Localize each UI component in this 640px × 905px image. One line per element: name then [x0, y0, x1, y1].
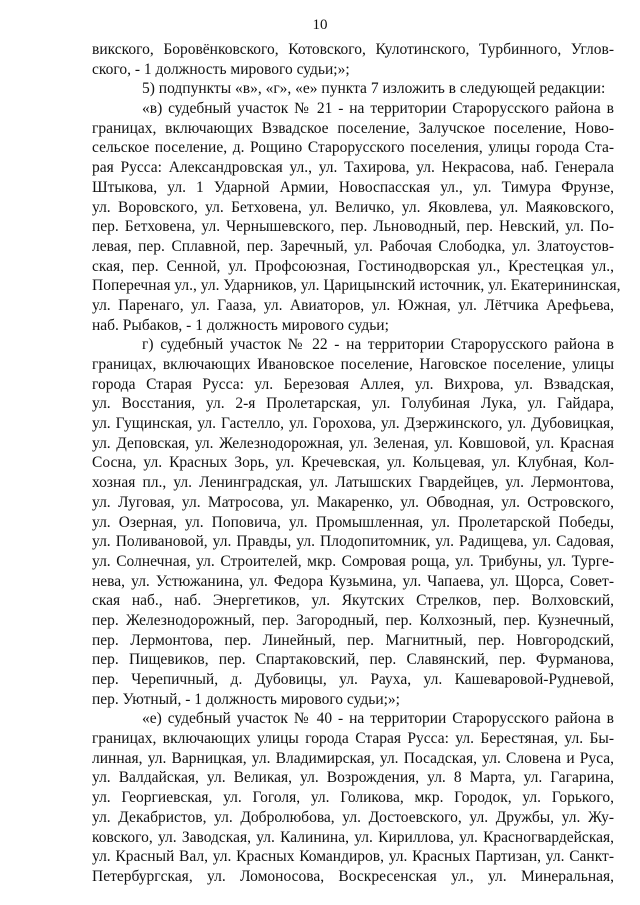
- text-line: пер. Бетховена, ул. Чернышевского, пер. Льноводный, пер. Невский, ул. По-: [92, 218, 614, 236]
- text-line: границах, включающих улицы города Старая Русса: ул. Берестяная, ул. Бы-: [92, 730, 614, 748]
- text-line: ул. Воровского, ул. Бетховена, ул. Величко, ул. Яковлева, ул. Маяковского,: [92, 198, 614, 216]
- paragraph-p0: [92, 40, 614, 79]
- text-line: левая, пер. Сплавной, пер. Заречный, ул. Рабочая Слободка, ул. Златоустов-: [92, 237, 614, 255]
- paragraph-p3: [92, 335, 614, 709]
- text-line: ская наб., наб. Энергетиков, ул. Якутских Стрелков, пер. Волховский,: [92, 592, 614, 610]
- text-line: ковского, ул. Заводская, ул. Калинина, ул. Кириллова, ул. Красногвардейская,: [92, 828, 614, 846]
- page-number: 10: [312, 17, 328, 33]
- text-line: ул. Паренаго, ул. Гааза, ул. Авиаторов, ул. Южная, ул. Лётчика Арефьева,: [92, 296, 614, 314]
- text-line: ул. Поливановой, ул. Правды, ул. Плодопитомник, ул. Радищева, ул. Садовая,: [92, 533, 614, 551]
- text-line: ул. Гущинская, ул. Гастелло, ул. Горохова, ул. Дзержинского, ул. Дубовицкая,: [92, 415, 614, 433]
- text-line: викского, Боровёнковского, Котовского, Кулотинского, Турбинного, Углов-: [92, 41, 614, 58]
- text-line: пер. Пищевиков, пер. Спартаковский, пер. Славянский, пер. Фурманова,: [92, 651, 614, 669]
- text-line: сельское поселение, д. Рощино Старорусского поселения, улицы города Ста-: [92, 139, 614, 157]
- text-line: ул. Деповская, ул. Железнодорожная, ул. Зеленая, ул. Ковшовой, ул. Красная: [92, 434, 614, 452]
- paragraph-p1: [92, 79, 614, 99]
- text-line: ул. Георгиевская, ул. Гоголя, ул. Голикова, мкр. Городок, ул. Горького,: [92, 789, 614, 807]
- text-line: ул. Красный Вал, ул. Красных Командиров, ул. Красных Партизан, ул. Санкт-: [92, 848, 614, 866]
- text-line: пер. Уютный, - 1 должность мирового судьи;»;: [92, 690, 400, 708]
- paragraph-p4: [92, 709, 614, 886]
- text-line: «в) судебный участок № 21 - на территории Старорусского района в: [142, 100, 614, 118]
- text-line: Сосна, ул. Красных Зорь, ул. Кречевская, ул. Кольцевая, ул. Клубная, Кол-: [92, 454, 614, 472]
- text-line: ул. Восстания, ул. 2-я Пролетарская, ул. Голубиная Лука, ул. Гайдара,: [92, 395, 614, 413]
- text-line: наб. Рыбаков, - 1 должность мирового судьи;: [92, 316, 389, 334]
- text-line: пер. Лермонтова, пер. Линейный, пер. Магнитный, пер. Новгородский,: [92, 631, 614, 649]
- paragraph-p2: [92, 99, 621, 335]
- text-line: ул. Луговая, ул. Матросова, ул. Макаренко, ул. Обводная, ул. Островского,: [92, 493, 614, 511]
- text-line: пер. Черепичный, д. Дубовицы, ул. Рауха, ул. Кашеваровой-Рудневой,: [92, 671, 614, 688]
- text-line: Петербургская, ул. Ломоносова, Воскресенская ул., ул. Минеральная,: [92, 867, 614, 885]
- text-line: города Старая Русса: ул. Березовая Аллея, ул. Вихрова, ул. Взвадская,: [92, 375, 614, 393]
- text-line: ская, пер. Сенной, ул. Профсоюзная, Гостинодворская ул., Крестецкая ул.,: [92, 257, 614, 275]
- text-line: ского, - 1 должность мирового судьи;»;: [92, 60, 350, 78]
- text-line: ул. Озерная, ул. Поповича, ул. Промышленная, ул. Пролетарской Победы,: [92, 513, 614, 531]
- text-line: ул. Солнечная, ул. Строителей, мкр. Сомровая роща, ул. Трибуны, ул. Турге-: [92, 552, 614, 570]
- text-line: 5) подпункты «в», «г», «е» пункта 7 изложить в следующей редакции:: [142, 80, 606, 98]
- text-line: Поперечная ул., ул. Ударников, ул. Царицынский источник, ул. Екатерининская,: [92, 277, 621, 295]
- text-line: рая Русса: Александровская ул., ул. Тахирова, ул. Некрасова, наб. Генерала: [92, 159, 614, 177]
- text-line: пер. Железнодорожный, пер. Загородный, пер. Колхозный, пер. Кузнечный,: [92, 611, 614, 629]
- text-line: нева, ул. Устюжанина, ул. Федора Кузьмина, ул. Чапаева, ул. Щорса, Совет-: [92, 572, 614, 590]
- text-line: границах, включающих Взвадское поселение, Залучское поселение, Ново-: [92, 119, 614, 137]
- text-line: ул. Декабристов, ул. Добролюбова, ул. Достоевского, ул. Дружбы, ул. Жу-: [92, 808, 614, 826]
- text-line: хозная пл., ул. Ленинградская, ул. Латышских Гвардейцев, ул. Лермонтова,: [92, 474, 614, 492]
- text-line: г) судебный участок № 22 - на территории Старорусского района в: [142, 336, 614, 354]
- text-line: ул. Валдайская, ул. Великая, ул. Возрождения, ул. 8 Марта, ул. Гагарина,: [92, 769, 614, 787]
- text-line: «е) судебный участок № 40 - на территории Старорусского района в: [142, 710, 614, 728]
- text-line: границах, включающих Ивановское поселение, Наговское поселение, улицы: [92, 356, 614, 373]
- text-line: линная, ул. Варницкая, ул. Владимирская, ул. Посадская, ул. Словена и Руса,: [92, 749, 614, 767]
- text-line: Штыкова, ул. 1 Ударной Армии, Новоспасская ул., ул. Тимура Фрунзе,: [92, 178, 614, 196]
- document-body: [92, 40, 621, 887]
